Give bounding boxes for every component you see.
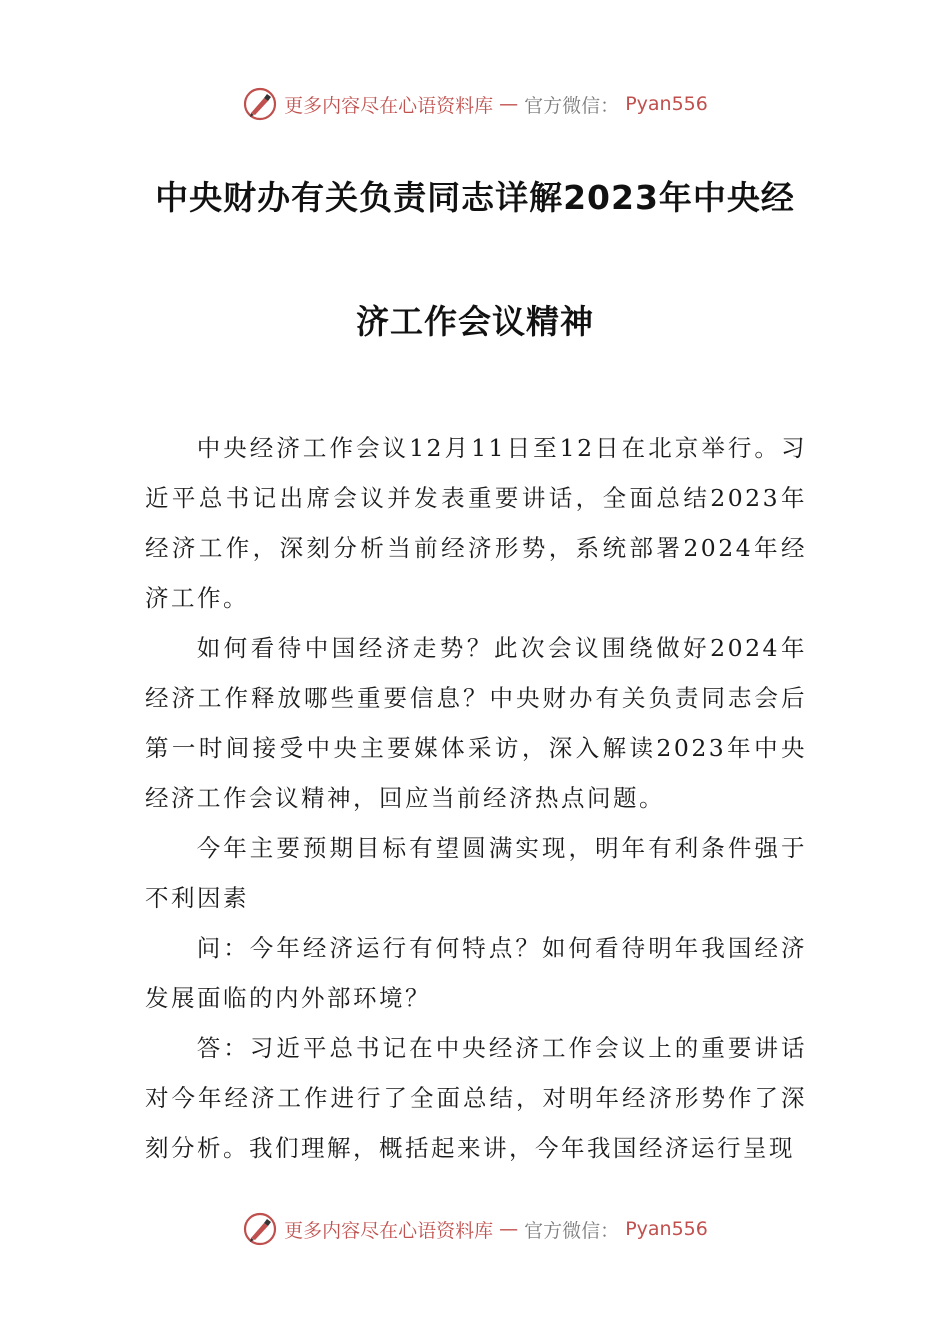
pen-logo-icon	[242, 1211, 278, 1247]
watermark-contact-label: 官方微信：	[524, 1219, 620, 1242]
watermark-contact-id: Pyan556	[625, 1218, 708, 1240]
pen-logo-icon	[242, 86, 278, 122]
paragraph: 中央经济工作会议12月11日至12日在北京举行。习近平总书记出席会议并发表重要讲话，全面总结2023年经济工作，深刻分析当前经济形势，系统部署2024年经济工作。	[145, 434, 807, 612]
header-watermark	[0, 82, 950, 126]
document-title-line-1: 中央财办有关负责同志详解2023年中央经	[155, 178, 795, 217]
document-title-line-2: 济工作会议精神	[356, 302, 594, 341]
watermark-site-text: 更多内容尽在心语资料库	[284, 1219, 494, 1242]
watermark-contact-id: Pyan556	[625, 93, 708, 115]
question-paragraph: 问：今年经济运行有何特点？如何看待明年我国经济发展面临的内外部环境？	[145, 934, 807, 1012]
document-body	[145, 423, 807, 1173]
section-heading: 今年主要预期目标有望圆满实现，明年有利条件强于不利因素	[145, 834, 807, 912]
watermark-site-text: 更多内容尽在心语资料库	[284, 94, 494, 117]
watermark-dash: —	[499, 93, 519, 115]
answer-paragraph: 答：习近平总书记在中央经济工作会议上的重要讲话对今年经济工作进行了全面总结，对明年经济形势作了深刻分析。我们理解，概括起来讲，今年我国经济运行呈现	[145, 1034, 807, 1162]
paragraph: 如何看待中国经济走势？此次会议围绕做好2024年经济工作释放哪些重要信息？中央财办有关负责同志会后第一时间接受中央主要媒体采访，深入解读2023年中央经济工作会议精神，回应当前经济热点问题。	[145, 634, 807, 812]
footer-watermark	[0, 1207, 950, 1251]
watermark-dash: —	[499, 1218, 519, 1240]
watermark-contact-label: 官方微信：	[524, 94, 620, 117]
